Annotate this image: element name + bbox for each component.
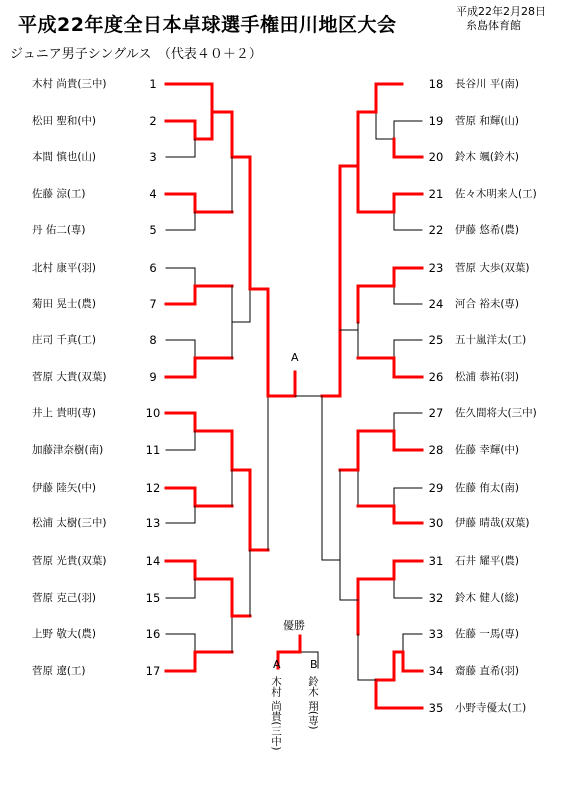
final-label-b: B	[310, 658, 318, 671]
player-number: 1	[149, 77, 157, 91]
player-name: 佐久間将大(三中)	[455, 407, 537, 419]
player-number: 28	[428, 443, 444, 457]
player-name: 長谷川 平(南)	[455, 78, 520, 90]
player-number: 15	[145, 591, 161, 605]
player-name: 伊藤 陸矢(中)	[32, 482, 97, 494]
player-number: 16	[145, 627, 161, 641]
player-name: 齋藤 直希(羽)	[455, 665, 520, 677]
player-number: 18	[428, 77, 444, 91]
semifinal-label-a: A	[291, 351, 299, 364]
player-name: 加藤津奈樹(南)	[32, 444, 104, 456]
player-number: 13	[145, 516, 161, 530]
player-name: 小野寺優太(工)	[455, 702, 527, 714]
player-name: 上野 敬大(農)	[32, 628, 97, 640]
player-name: 本間 慎也(山)	[32, 151, 97, 163]
player-number: 25	[428, 333, 444, 347]
player-name: 五十嵐洋太(工)	[455, 334, 527, 346]
player-number: 8	[149, 333, 157, 347]
player-name: 井上 貴明(専)	[32, 407, 97, 419]
player-name: 佐藤 涼(工)	[32, 188, 86, 200]
finalist-a-name: 木村 尚貴(三中)	[270, 676, 282, 751]
player-name: 松浦 恭祐(羽)	[455, 371, 520, 383]
player-number: 29	[428, 481, 444, 495]
player-number: 27	[428, 406, 444, 420]
player-number: 14	[145, 554, 161, 568]
player-number: 12	[145, 481, 161, 495]
player-name: 石井 耀平(農)	[455, 555, 520, 567]
player-name: 菅原 大歩(双葉)	[455, 262, 530, 274]
final-label-a: A	[273, 658, 281, 671]
player-number: 3	[149, 150, 157, 164]
player-name: 佐々木明来人(工)	[455, 188, 537, 200]
player-number: 2	[149, 114, 157, 128]
player-number: 5	[149, 223, 157, 237]
player-number: 35	[428, 701, 444, 715]
player-number: 19	[428, 114, 444, 128]
player-number: 31	[428, 554, 444, 568]
player-name: 松田 聖和(中)	[32, 115, 97, 127]
player-number: 23	[428, 261, 444, 275]
player-number: 30	[428, 516, 444, 530]
player-number: 20	[428, 150, 444, 164]
player-name: 菅原 光貴(双葉)	[32, 555, 107, 567]
player-number: 22	[428, 223, 444, 237]
player-name: 菅原 大貴(双葉)	[32, 371, 107, 383]
player-number: 32	[428, 591, 444, 605]
player-name: 木村 尚貴(三中)	[32, 78, 107, 90]
player-number: 33	[428, 627, 444, 641]
player-number: 7	[149, 297, 157, 311]
player-number: 24	[428, 297, 444, 311]
finalist-b-name: 鈴木 翔(専)	[307, 676, 319, 730]
page-title: 平成22年度全日本卓球選手権田川地区大会	[18, 14, 397, 36]
player-name: 菊田 晃士(農)	[32, 298, 97, 310]
player-name: 松浦 太樹(三中)	[32, 517, 107, 529]
player-name: 庄司 千真(工)	[32, 334, 97, 346]
event-venue: 糸島体育館	[466, 19, 521, 32]
player-name: 丹 佑二(専)	[32, 224, 86, 236]
player-name: 伊藤 悠希(農)	[455, 224, 520, 236]
player-name: 佐藤 幸輝(中)	[455, 444, 520, 456]
player-name: 菅原 和輝(山)	[455, 115, 520, 127]
player-name: 鈴木 颯(鈴木)	[455, 151, 520, 163]
player-name: 伊藤 晴哉(双葉)	[455, 517, 530, 529]
player-name: 河合 裕未(専)	[455, 298, 520, 310]
player-name: 北村 康平(羽)	[32, 262, 97, 274]
event-subtitle: ジュニア男子シングルス （代表４０＋２）	[10, 47, 262, 62]
player-number: 4	[149, 187, 157, 201]
player-number: 34	[428, 664, 444, 678]
player-name: 鈴木 健人(総)	[455, 592, 520, 604]
player-number: 26	[428, 370, 444, 384]
player-name: 佐藤 一馬(専)	[455, 628, 520, 640]
event-date: 平成22年2月28日	[456, 5, 546, 18]
player-number: 11	[145, 443, 161, 457]
player-number: 17	[145, 664, 161, 678]
player-number: 10	[145, 406, 161, 420]
player-number: 6	[149, 261, 157, 275]
player-name: 佐藤 侑太(南)	[455, 482, 520, 494]
player-name: 菅原 遼(工)	[32, 665, 86, 677]
player-number: 21	[428, 187, 444, 201]
winner-label: 優勝	[283, 619, 305, 632]
player-name: 菅原 克己(羽)	[32, 592, 97, 604]
player-number: 9	[149, 370, 157, 384]
